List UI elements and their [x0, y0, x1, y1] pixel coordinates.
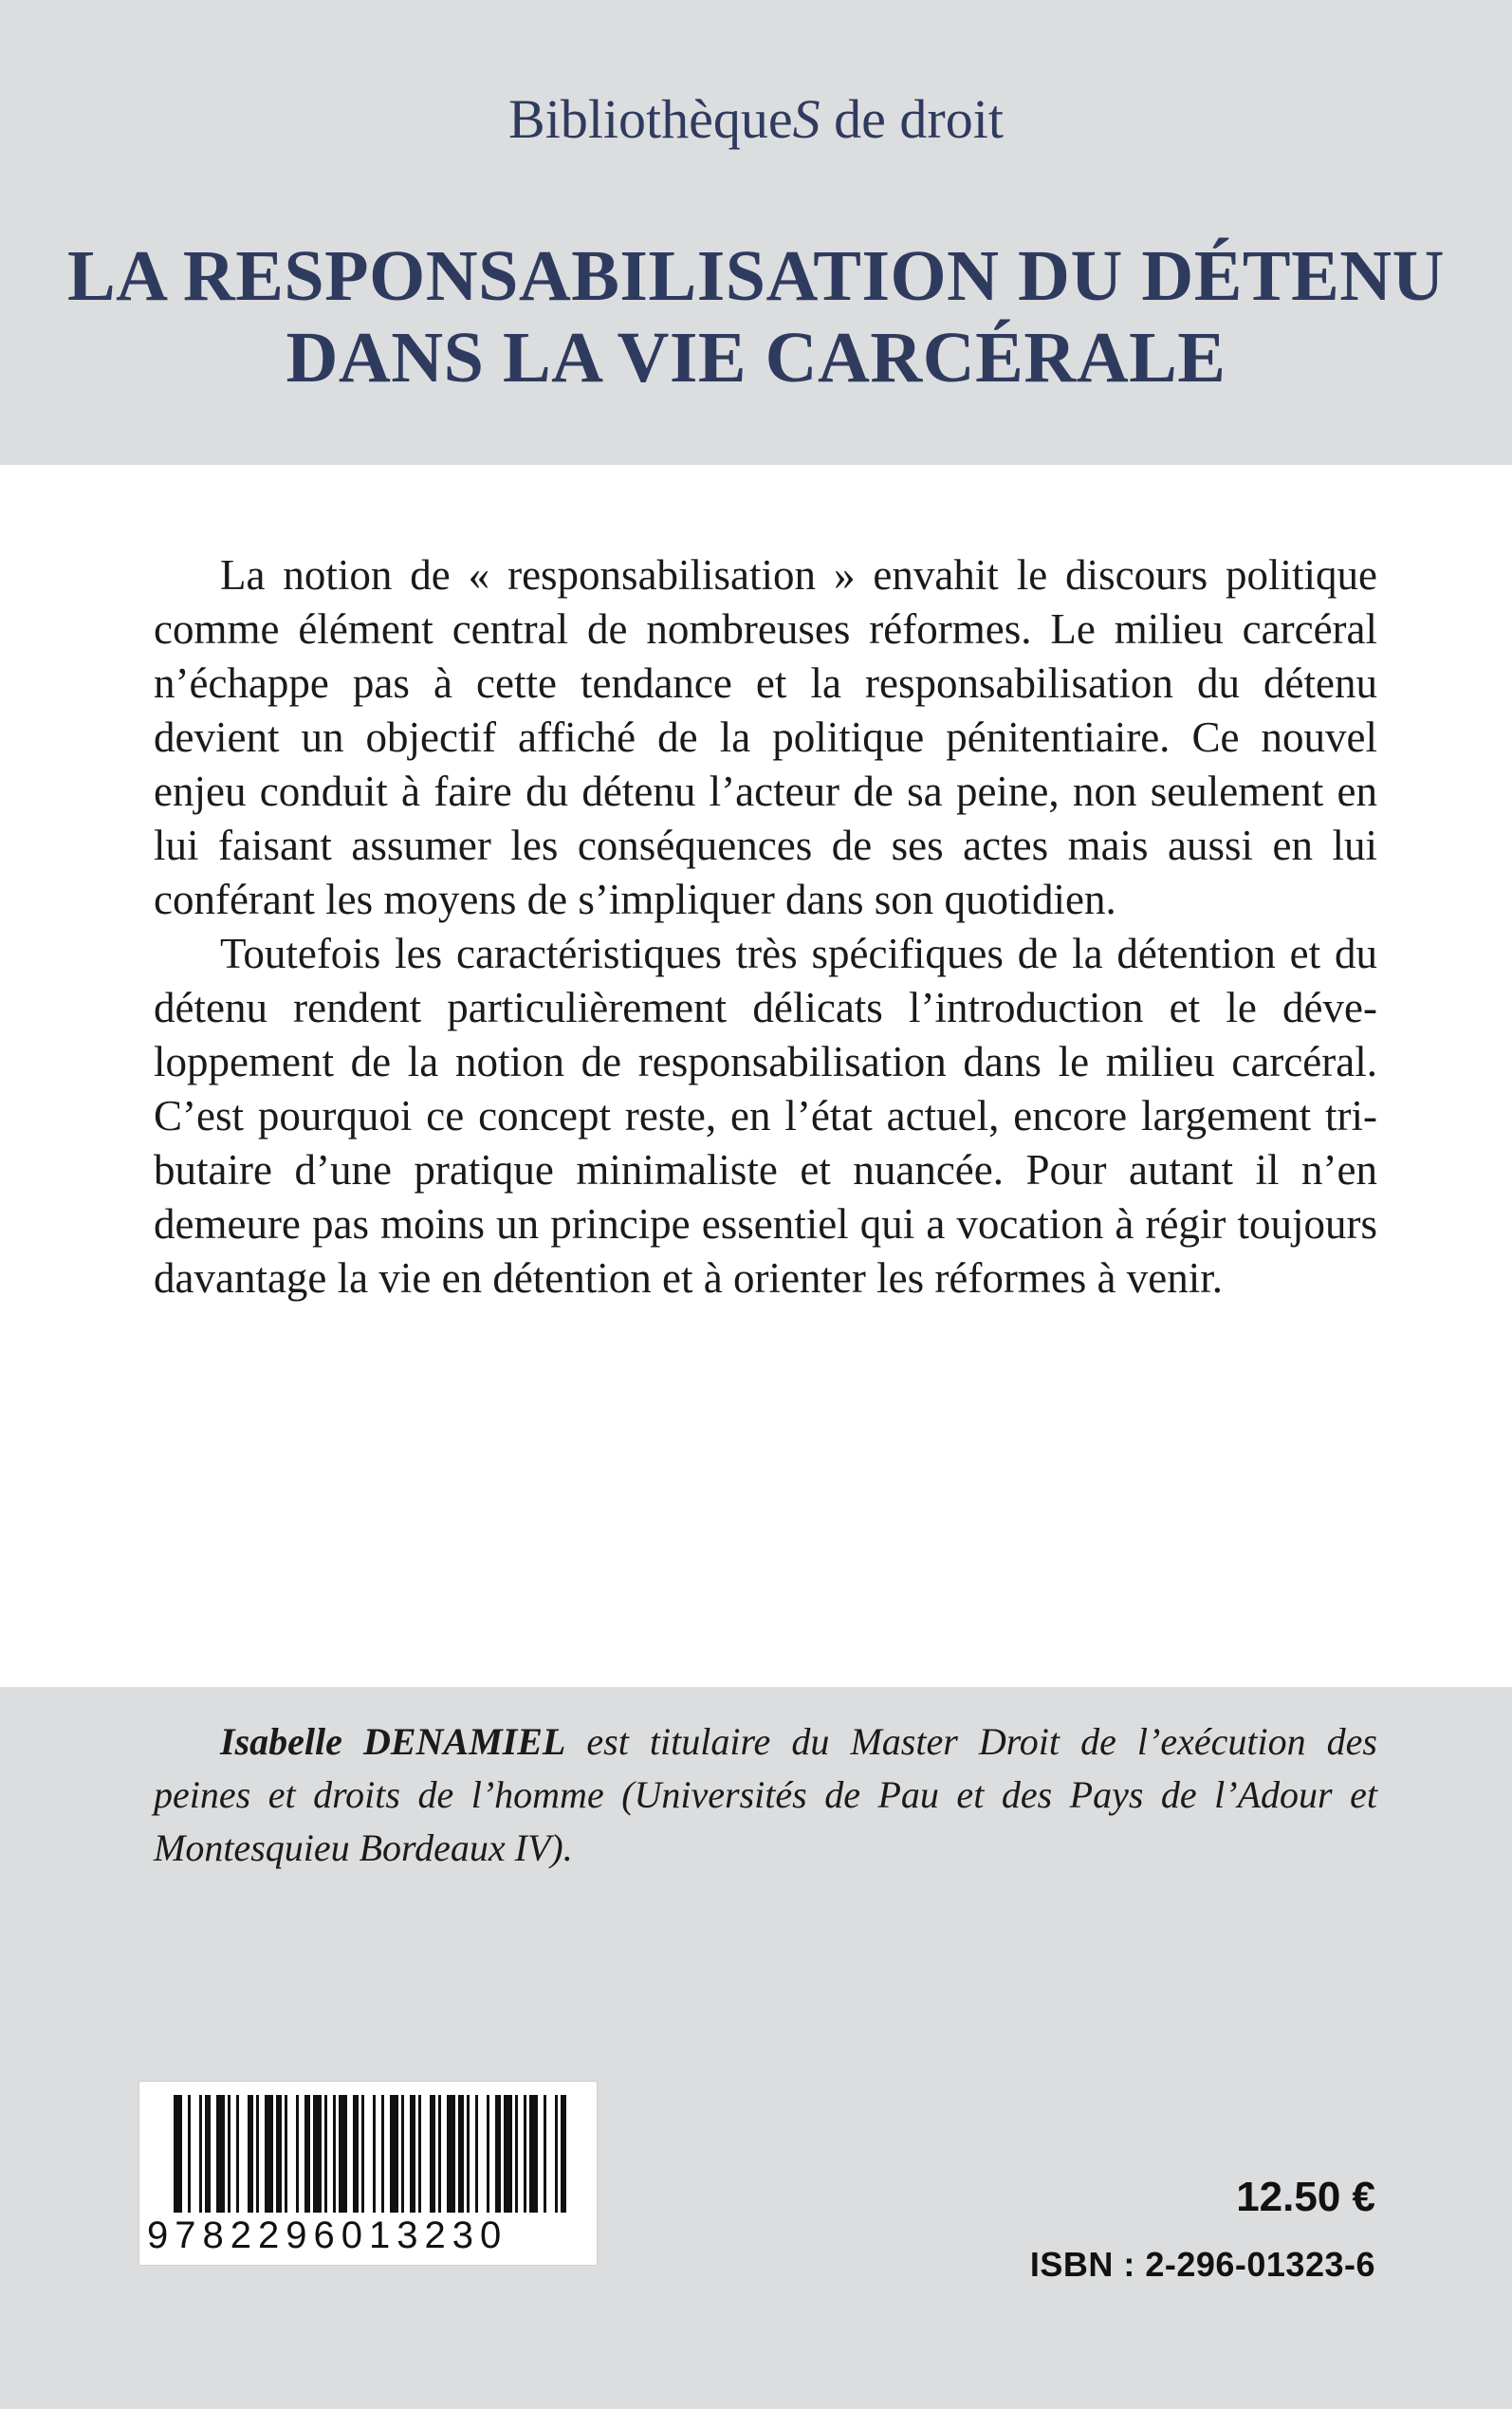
summary-text — [154, 548, 1377, 1306]
barcode-bar — [333, 2095, 336, 2213]
barcode-bar — [515, 2095, 518, 2213]
summary-paragraph-1: La notion de « responsabilisation » envahit le discours politique comme élément central de nombreuses réformes. Le milieu carcéral n’échappe pas à cette tendance et la responsabilisation du détenu devient un objectif affiché de la politique pénitentiaire. Ce nouvel enjeu conduit à faire du détenu l’acteur de sa peine, non seulement en lui faisant assumer les conséquences de ses actes mais aussi en lui conférant les moyens de s’impliquer dans son quotidien. — [154, 551, 1377, 923]
barcode-bar — [199, 2095, 202, 2213]
barcode-bar — [418, 2095, 421, 2213]
barcode-bar — [313, 2095, 322, 2213]
barcode-bar — [381, 2095, 384, 2213]
book-title-line-1: LA RESPONSABILISATION DU DÉTENU — [66, 236, 1446, 316]
barcode-bar — [447, 2095, 455, 2213]
barcode-bar — [304, 2095, 310, 2213]
author-name: Isabelle DENAMIEL — [220, 1720, 566, 1763]
barcode-bar — [205, 2095, 211, 2213]
barcode-bar — [216, 2095, 225, 2213]
author-bio-text: est titulaire du Master Droit de l’exécution des peines et droits de l’homme (Universités de Pau et des Pays de l’Adour et Montesquieu Bordeaux IV). — [154, 1720, 1377, 1869]
barcode-bar — [401, 2095, 404, 2213]
barcode-bar — [339, 2095, 347, 2213]
barcode-bar — [276, 2095, 282, 2213]
barcode-bar — [458, 2095, 464, 2213]
barcode-bar — [555, 2095, 558, 2213]
barcode-bar — [475, 2095, 478, 2213]
book-title-line-2: DANS LA VIE CARCÉRALE — [286, 318, 1226, 398]
barcode-bar — [265, 2095, 273, 2213]
barcode-digits: 9782296013230 — [147, 2214, 508, 2256]
price: 12.50 € — [1236, 2174, 1375, 2220]
barcode-bar — [228, 2095, 230, 2213]
barcode-bar — [174, 2095, 182, 2213]
barcode-bar — [236, 2095, 239, 2213]
barcode-bar — [361, 2095, 364, 2213]
barcode-bar — [324, 2095, 327, 2213]
book-title — [57, 235, 1455, 398]
barcode-bar — [438, 2095, 441, 2213]
barcode-bar — [285, 2095, 287, 2213]
isbn: ISBN : 2-296-01323-6 — [1029, 2245, 1375, 2284]
barcode-bar — [373, 2095, 376, 2213]
barcode-bar — [467, 2095, 470, 2213]
collection-name: BibliothèqueS de droit — [508, 88, 1004, 150]
barcode-bar — [561, 2095, 566, 2213]
barcode-bar — [188, 2095, 191, 2213]
barcode-bar — [390, 2095, 398, 2213]
barcode-bar — [524, 2095, 526, 2213]
author-bio — [154, 1715, 1377, 1875]
barcode-bar — [430, 2095, 435, 2213]
barcode-bar — [353, 2095, 359, 2213]
barcode-bar — [529, 2095, 538, 2213]
barcode — [138, 2081, 598, 2266]
barcode-bar — [410, 2095, 415, 2213]
barcode-bar — [296, 2095, 299, 2213]
barcode-bar — [495, 2095, 501, 2213]
barcode-bar — [544, 2095, 546, 2213]
summary-paragraph-2: Toutefois les caractéristiques très spécifiques de la détention et du détenu rendent particulièrement délicats l’introduction et le développement de la notion de responsabilisation dans le milieu carcéral. C’est pourquoi ce concept reste, en l’état actuel, encore largement tributaire d’une pratique minimaliste et nuancée. Pour autant il n’en demeure pas moins un principe essentiel qui a vocation à régir toujours davantage la vie en détention et à orienter les réformes à venir. — [154, 930, 1377, 1302]
barcode-bar — [487, 2095, 489, 2213]
barcode-bar — [248, 2095, 253, 2213]
barcode-bar — [504, 2095, 512, 2213]
barcode-bar — [256, 2095, 259, 2213]
